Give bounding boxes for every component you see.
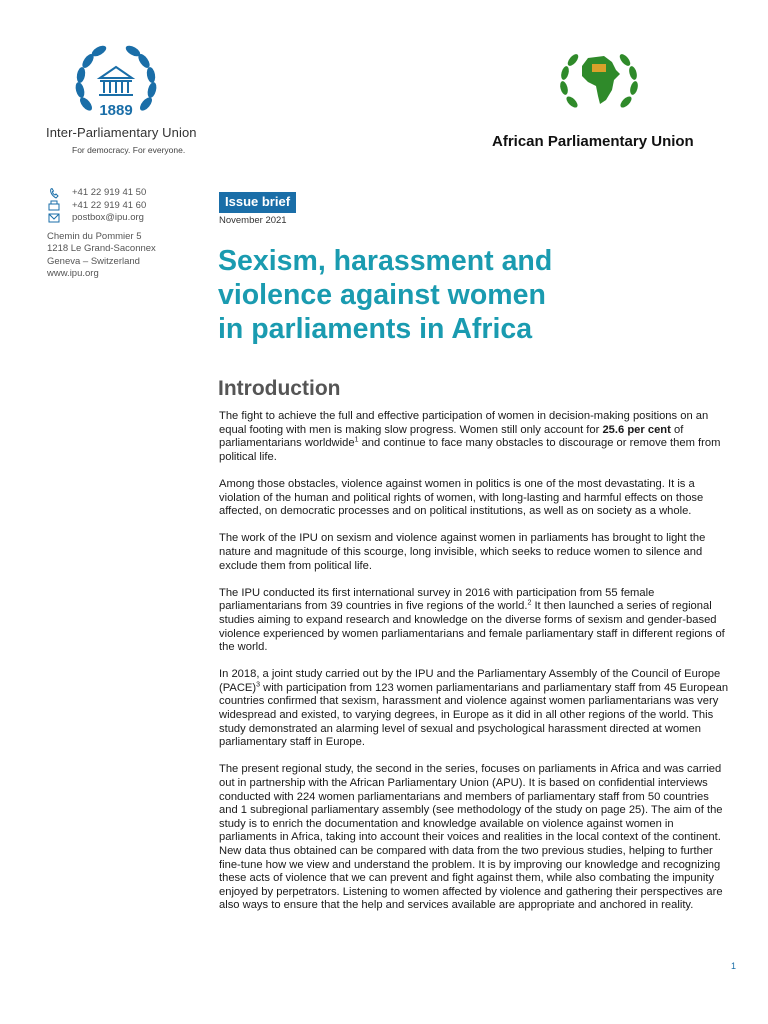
paragraph: Among those obstacles, violence against women in politics is one of the most devastating. It is a violation of the human and political rights of women, with long-lasting and harmful effects on those affected, on democratic processes and on political institutions, as well as on society as a whole. bbox=[219, 477, 704, 518]
footnote-ref[interactable]: 1 bbox=[354, 436, 359, 444]
ipu-name: Inter-Parliamentary Union bbox=[46, 125, 197, 140]
email-address[interactable]: postbox@ipu.org bbox=[72, 212, 144, 223]
ipu-tagline: For democracy. For everyone. bbox=[72, 145, 186, 155]
postal-address bbox=[47, 231, 156, 281]
ipu-logo-year: 1889 bbox=[99, 102, 133, 119]
body-text bbox=[219, 410, 729, 927]
address-line: 1218 Le Grand-Saconnex bbox=[47, 243, 156, 254]
footnote-ref[interactable]: 2 bbox=[527, 599, 532, 607]
statistic-highlight: 25.6 per cent bbox=[602, 423, 671, 436]
paragraph: In 2018, a joint study carried out by the IPU and the Parliamentary Assembly of the Council of Europe (PACE)$^3$ with participation from 123 women parliamentarians and parliamentary staff from 45 European countries confirmed that sexism, harassment and violence against women parliamentarians was very widespread and existed, to varying degrees, in Europe as it did in all other regions of the world. This study demonstrated an alarming level of sexual and psychological harassment directed at women parliamentary staff in Europe. bbox=[219, 668, 729, 749]
paragraph: The IPU conducted its first international survey in 2016 with participation from 55 female parliamentarians from 39 countries in five regions of the world.$^2$ It then launched a series of regional studies aiming to expand research and knowledge on the diverse forms of sexism and gender-based violence experienced by women parliamentarians and female parliamentary staff in different regions of the world. bbox=[219, 586, 725, 654]
ipu-logo bbox=[70, 40, 162, 132]
africa-map-icon bbox=[582, 56, 620, 104]
website-link[interactable]: www.ipu.org bbox=[47, 268, 99, 279]
document-title bbox=[218, 244, 638, 346]
email-icon bbox=[47, 213, 60, 224]
address-line: Chemin du Pommier 5 bbox=[47, 230, 142, 242]
title-line: violence against women bbox=[218, 279, 546, 311]
ipu-building-icon bbox=[99, 67, 133, 95]
issue-brief-badge: Issue brief bbox=[219, 192, 296, 213]
apu-logo bbox=[554, 40, 644, 120]
apu-name: African Parliamentary Union bbox=[492, 133, 694, 150]
paragraph: The work of the IPU on sexism and violence against women in parliaments has brought to light the nature and magnitude of this scourge, long invisible, which seeks to reduce women to silence and exclude them from political life. bbox=[219, 532, 706, 572]
footnote-ref[interactable]: 3 bbox=[256, 681, 260, 689]
apu-building-icon bbox=[592, 64, 606, 72]
title-line: Sexism, harassment and bbox=[218, 245, 553, 277]
title-line: in parliaments in Africa bbox=[218, 313, 533, 345]
publication-date: November 2021 bbox=[219, 215, 287, 226]
fax-icon bbox=[47, 200, 60, 211]
address-line: Geneva – Switzerland bbox=[47, 255, 140, 267]
paragraph: The present regional study, the second in the series, focuses on parliaments in Africa and was carried out in partnership with the African Parliamentary Union (APU). It is based on confidential interviews conducted with 224 women parliamentarians and members of parliamentary staff from 50 countries and 1 subregional parliamentary assembly (see methodology of the study on page 25). The aim of the study is to enrich the documentation and knowledge available on violence against women in parliaments in Africa, taking into account their voices and realities in the local context of the continent. New data thus obtained can be compared with data from the two previous studies, helping to further fine-tune how we view and understand the problem. It is by improving our knowledge and recognizing these acts of violence that we can prevent and fight against them, while also combating the impunity enjoyed by perpetrators. Listening to women affected by violence and gathering their perspectives are also ways to ensure that the help and services available are appropriate and anchored in reality. bbox=[219, 763, 723, 912]
fax-number: +41 22 919 41 60 bbox=[72, 199, 147, 211]
phone-icon bbox=[47, 188, 60, 199]
phone-number[interactable]: +41 22 919 41 50 bbox=[72, 187, 147, 198]
paragraph: The fight to achieve the full and effective participation of women in decision-making positions on an equal footing with men is making slow progress. Women still only account for 25.6 per cent of parliamentarians worldwide$^1$ and continue to face many obstacles to discourage or remove them from political life. bbox=[219, 410, 721, 463]
contact-block bbox=[47, 187, 156, 281]
section-heading: Introduction bbox=[218, 377, 341, 400]
page-number: 1 bbox=[731, 961, 737, 971]
